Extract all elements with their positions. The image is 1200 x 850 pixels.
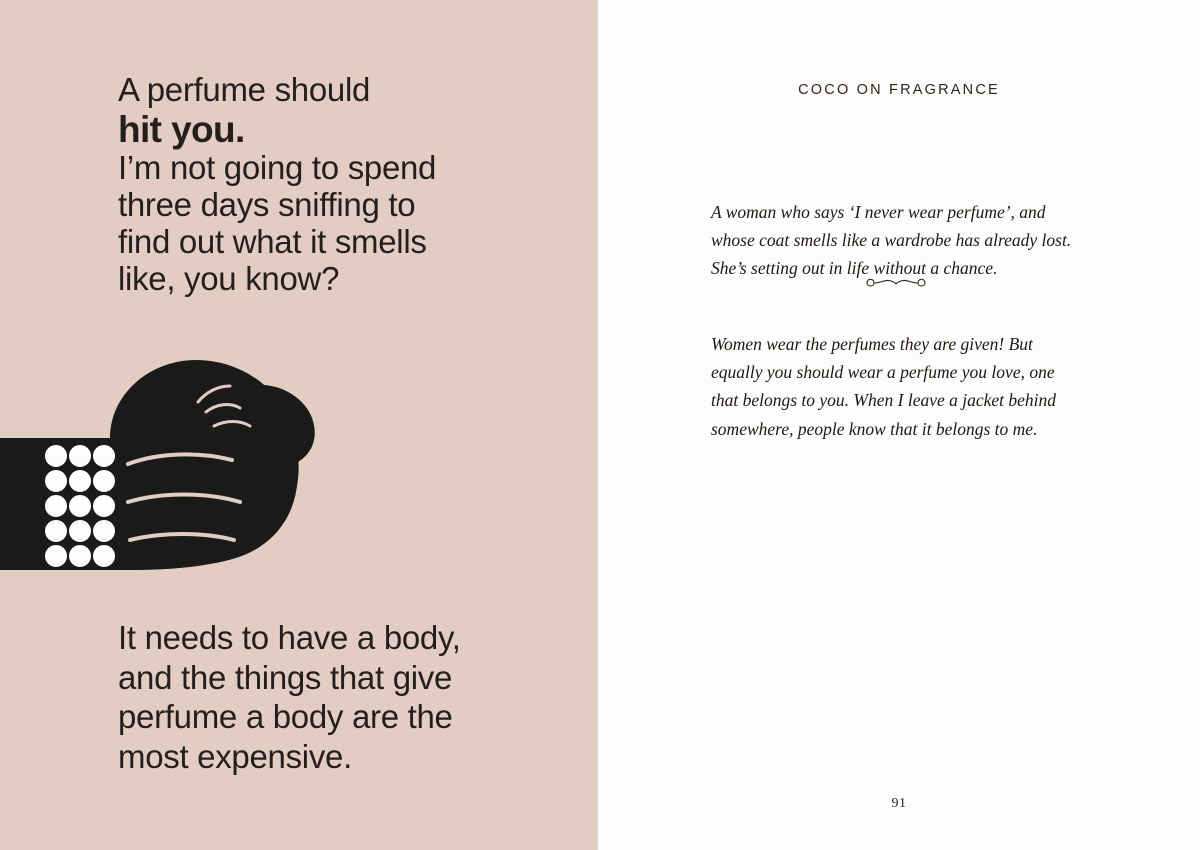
left-page bbox=[0, 0, 598, 850]
running-head: COCO ON FRAGRANCE bbox=[798, 82, 1000, 98]
fist-with-bracelet-illustration bbox=[0, 352, 380, 597]
body-paragraph-2: Women wear the perfumes they are given! But equally you should wear a perfume you love, one that belongs to you. When I leave a jacket behind somewhere, people know that it belongs to me. bbox=[711, 333, 1057, 439]
quote-top-line-1: A perfume should bbox=[118, 71, 371, 108]
quote-top-line-3: I’m not going to spend bbox=[118, 149, 437, 187]
ornament-divider bbox=[711, 272, 1081, 292]
quote-top-line-4: three days sniffing to bbox=[118, 186, 416, 224]
quote-top bbox=[118, 72, 548, 298]
quote-top-line-6: like, you know? bbox=[118, 260, 340, 298]
right-page bbox=[598, 0, 1200, 850]
quote-bottom-line-1: It needs to have a body, bbox=[118, 619, 461, 656]
quote-bottom-line-2: and the things that give bbox=[118, 658, 453, 696]
flourish-icon bbox=[861, 275, 931, 291]
quote-bottom-line-3: perfume a body are the bbox=[118, 698, 453, 736]
quote-bottom-line-4: most expensive. bbox=[118, 737, 352, 775]
quote-bottom bbox=[118, 618, 558, 776]
page-number: 91 bbox=[891, 796, 907, 811]
quote-top-line-2-emphasis: hit you. bbox=[118, 108, 245, 150]
quote-top-line-5: find out what it smells bbox=[118, 223, 427, 261]
body-paragraph-1: A woman who says ‘I never wear perfume’, and whose coat smells like a wardrobe has already lost. She’s setting out in life without a chance. bbox=[711, 201, 1072, 279]
